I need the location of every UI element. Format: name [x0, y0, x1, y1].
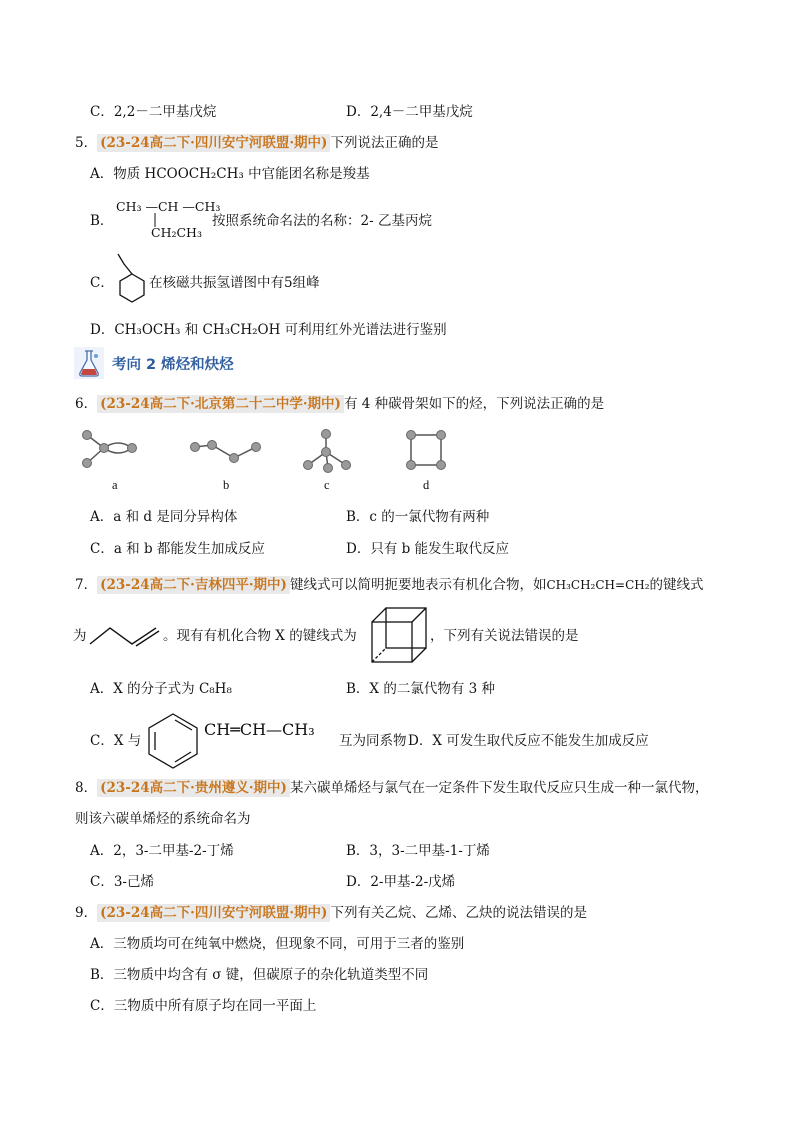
q7-stem — [75, 576, 704, 594]
question-number: 6． — [75, 396, 98, 412]
question-number: 8． — [75, 780, 98, 796]
q8-option-d: D．2-甲基-2-戊烯 — [346, 874, 456, 890]
question-source: (23-24高二下·四川安宁河联盟·期中) — [97, 134, 330, 152]
carbon-skeleton-d — [406, 430, 448, 472]
cubane-structure — [368, 604, 430, 666]
q9-option-c: C．三物质中所有原子均在同一平面上 — [90, 998, 317, 1014]
carbon-skeleton-a — [80, 428, 140, 472]
flask-icon — [74, 347, 104, 379]
q5-option-b-formula-top: CH₃ —CH —CH₃ — [116, 199, 221, 214]
q5-option-c-label: C． — [90, 275, 114, 291]
butene-bond-line-structure — [88, 624, 162, 648]
benzene-ring-structure — [143, 710, 203, 772]
question-source: (23-24高二下·四川安宁河联盟·期中) — [97, 904, 330, 922]
question-text: 有 4 种碳骨架如下的烃，下列说法正确的是 — [343, 396, 605, 412]
q7-option-c-text: 互为同系物 — [339, 733, 407, 749]
q5-option-b-text: 按照系统命名法的名称：2- 乙基丙烷 — [212, 213, 432, 229]
skeleton-label-d: d — [423, 478, 430, 492]
q6-option-d: D．只有 b 能发生取代反应 — [346, 541, 510, 557]
ethylcyclohexane-structure — [112, 252, 152, 310]
question-number: 9． — [75, 905, 98, 921]
skeleton-label-a: a — [112, 478, 118, 492]
question-source: (23-24高二下·北京第二十二中学·期中) — [97, 395, 344, 413]
q7-option-c-label: C．X 与 — [90, 733, 142, 749]
option-text: 2,4－二甲基戊烷 — [370, 104, 473, 120]
q7-line2-suffix: ，下列有关说法错误的是 — [430, 628, 579, 644]
q8-option-a: A．2，3-二甲基-2-丁烯 — [90, 843, 234, 859]
q8-stem — [75, 779, 708, 797]
q7-option-c-chain: CH═CH—CH₃ — [204, 720, 315, 739]
q8-option-c: C．3-己烯 — [90, 874, 154, 890]
q5-option-a: A．物质 HCOOCH₂CH₃ 中官能团名称是羧基 — [90, 166, 370, 182]
section-title: 考向 2 烯烃和炔烃 — [112, 356, 234, 373]
skeleton-label-b: b — [223, 478, 230, 492]
question-text: 键线式可以简明扼要地表示有机化合物，如 — [289, 577, 547, 593]
q6-option-b: B．c 的一氯代物有两种 — [346, 509, 490, 525]
skeleton-label-c: c — [324, 478, 330, 492]
q7-option-a: A．X 的分子式为 C₈H₈ — [90, 681, 232, 697]
q9-stem — [75, 904, 587, 922]
question-text: 某六碳单烯烃与氯气在一定条件下发生取代反应只生成一种一氯代物， — [289, 780, 709, 796]
q4-option-d — [346, 103, 473, 121]
q9-option-a: A．三物质均可在纯氧中燃烧，但现象不同，可用于三者的鉴别 — [90, 936, 465, 952]
question-text: 下列有关乙烷、乙烯、乙炔的说法错误的是 — [330, 905, 587, 921]
question-source: (23-24高二下·贵州遵义·期中) — [97, 779, 290, 797]
q5-option-d: D．CH₃OCH₃ 和 CH₃CH₂OH 可利用红外光谱法进行鉴别 — [90, 322, 447, 338]
q8-option-b: B．3，3-二甲基-1-丁烯 — [346, 843, 490, 859]
question-text: 下列说法正确的是 — [330, 135, 439, 151]
option-label: D． — [346, 104, 371, 120]
q7-option-d: D．X 可发生取代反应不能发生加成反应 — [408, 733, 649, 749]
section-heading — [74, 345, 234, 381]
q6-option-a: A．a 和 d 是同分异构体 — [90, 509, 238, 525]
q7-line2-prefix: 为 — [73, 628, 87, 644]
q4-option-c — [90, 103, 216, 121]
q9-option-b: B．三物质中均含有 σ 键，但碳原子的杂化轨道类型不同 — [90, 967, 429, 983]
q8-stem-cont: 则该六碳单烯烃的系统命名为 — [75, 811, 251, 827]
q7-option-b: B．X 的二氯代物有 3 种 — [346, 681, 495, 697]
q5-option-b-formula-bottom: CH₂CH₃ — [151, 225, 202, 240]
q5-option-b-label: B． — [90, 213, 114, 229]
q7-line2-mid: 。现有有机化合物 X 的键线式为 — [163, 628, 357, 644]
option-label: C． — [90, 104, 114, 120]
q5-option-c-text: 在核磁共振氢谱图中有5组峰 — [149, 275, 320, 291]
question-text-cont: 的键线式 — [649, 577, 704, 593]
carbon-skeleton-b — [190, 440, 264, 470]
question-number: 5． — [75, 135, 98, 151]
option-text: 2,2－二甲基戊烷 — [113, 104, 217, 120]
q6-option-c: C．a 和 b 都能发生加成反应 — [90, 541, 265, 557]
carbon-skeleton-c — [302, 428, 352, 474]
q6-stem — [75, 395, 604, 413]
q5-stem — [75, 134, 438, 152]
example-formula: CH₃CH₂CH=CH₂ — [546, 578, 650, 592]
question-number: 7． — [75, 577, 98, 593]
question-source: (23-24高二下·吉林四平·期中) — [97, 576, 290, 594]
